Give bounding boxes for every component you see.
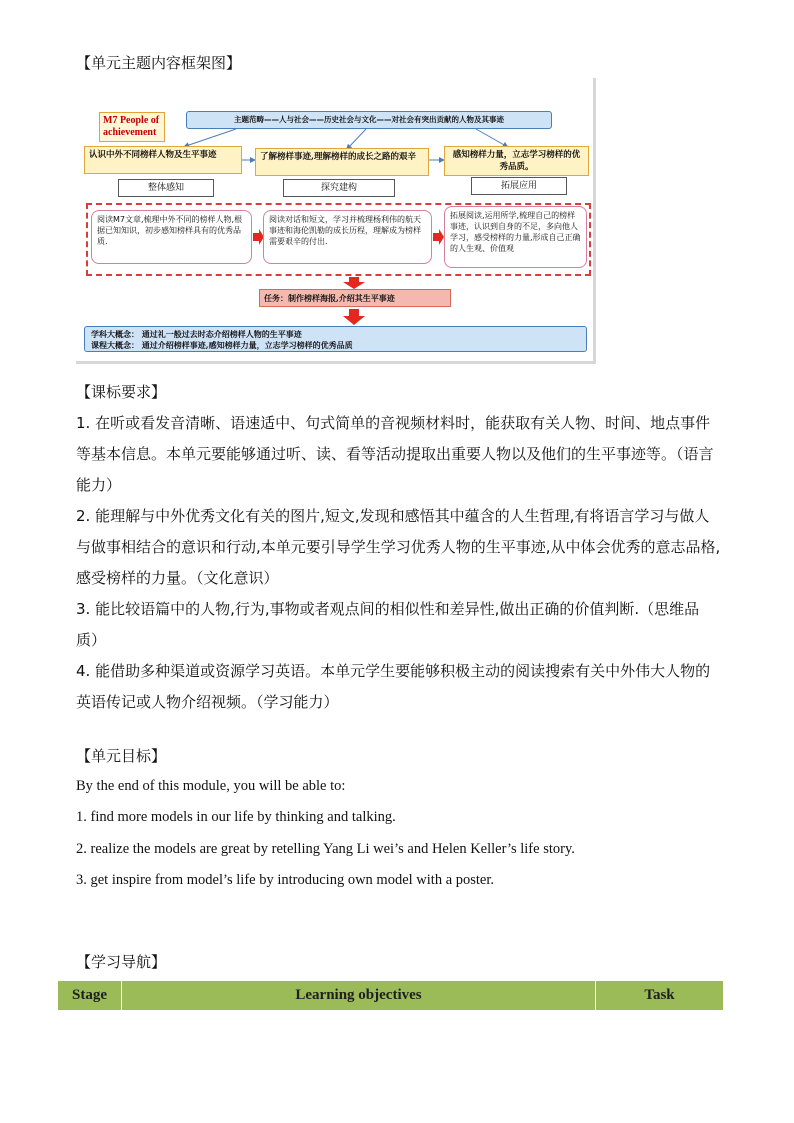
curriculum-item-4: 4. 能借助多种渠道或资源学习英语。本单元学生要能够积极主动的阅读搜索有关中外伟大人物的英语传记或人物介绍视频。（学习能力） [76, 662, 711, 711]
objective-item-1: 1. find more models in our life by thinking and talking. [76, 809, 396, 825]
table-header-row [58, 981, 724, 1011]
activity-box-1: 阅读M7文章,梳理中外不同的榜样人物,根据已知知识，初步感知榜样具有的优秀品质. [91, 210, 252, 264]
learning-navigation-table [57, 980, 724, 1011]
stage-label-3: 拓展应用 [471, 177, 567, 195]
red-arrow-down-2 [343, 309, 365, 325]
curriculum-item-3: 3. 能比较语篇中的人物,行为,事物或者观点间的相似性和差异性,做出正确的价值判断.（思维品质） [76, 600, 700, 649]
header-learning-objectives: Learning objectives [122, 981, 596, 1011]
branch-arrow-right [476, 129, 506, 146]
subject-concept: 学科大概念： 通过礼一般过去时态介绍榜样人物的生平事迹 [91, 329, 302, 339]
objectives-intro: By the end of this module, you will be able to: [76, 778, 346, 794]
header-task: Task [596, 981, 724, 1011]
activity-box-2: 阅读对话和短文，学习并梳理杨利伟的航天事迹和海伦凯勒的成长历程，理解成为榜样需要艰辛的付出. [263, 210, 432, 264]
stage-label-2: 探究建构 [283, 179, 395, 197]
activity-box-3: 拓展阅读,运用所学,梳理自己的榜样事迹，认识到自身的不足，多向他人学习，感受榜样的力量,形成自己正确的人生观、价值观 [444, 206, 587, 268]
stage-box-2: 了解榜样事迹,理解榜样的成长之路的艰辛 [255, 148, 429, 176]
task-box: 任务：制作榜样海报,介绍其生平事迹 [259, 289, 451, 307]
framework-diagram [76, 78, 596, 364]
branch-arrow-middle [348, 129, 366, 148]
objective-item-2: 2. realize the models are great by retelling Yang Li wei’s and Helen Keller’s life story. [76, 841, 575, 857]
curriculum-item-1: 1. 在听或看发音清晰、语速适中、句式简单的音视频材料时，能获取有关人物、时间、地点事件等基本信息。本单元要能够通过听、读、看等活动提取出重要人物以及他们的生平事迹等。（语言能力） [76, 414, 714, 494]
red-arrow-down-1 [343, 277, 365, 289]
stage-box-3: 感知榜样力量，立志学习榜样的优秀品质。 [444, 146, 589, 176]
objective-item-3: 3. get inspire from model’s life by introducing own model with a poster. [76, 872, 495, 888]
stage-box-1: 认识中外不同榜样人物及生平事迹 [84, 146, 242, 174]
module-title-box: M7 People of achievement [99, 112, 165, 142]
curriculum-heading: 【课标要求】 [76, 383, 167, 401]
concept-box [84, 326, 587, 352]
framework-heading: 【单元主题内容框架图】 [76, 54, 242, 72]
objectives-heading: 【单元目标】 [76, 747, 167, 765]
curriculum-item-2: 2. 能理解与中外优秀文化有关的图片,短文,发现和感悟其中蕴含的人生哲理,有将语言学习与做人与做事相结合的意识和行动,本单元要引导学生学习优秀人物的生平事迹,从中体会优秀的意志品格,感受榜样的力量。（文化意识） [76, 507, 721, 587]
stage-label-1: 整体感知 [118, 179, 214, 197]
course-concept: 课程大概念： 通过介绍榜样事迹,感知榜样力量，立志学习榜样的优秀品质 [91, 340, 353, 350]
header-stage: Stage [58, 981, 122, 1011]
branch-arrow-left [186, 129, 236, 146]
navigation-heading: 【学习导航】 [76, 953, 167, 971]
topic-bar: 主题范畴——人与社会——历史社会与文化——对社会有突出贡献的人物及其事迹 [186, 111, 552, 129]
